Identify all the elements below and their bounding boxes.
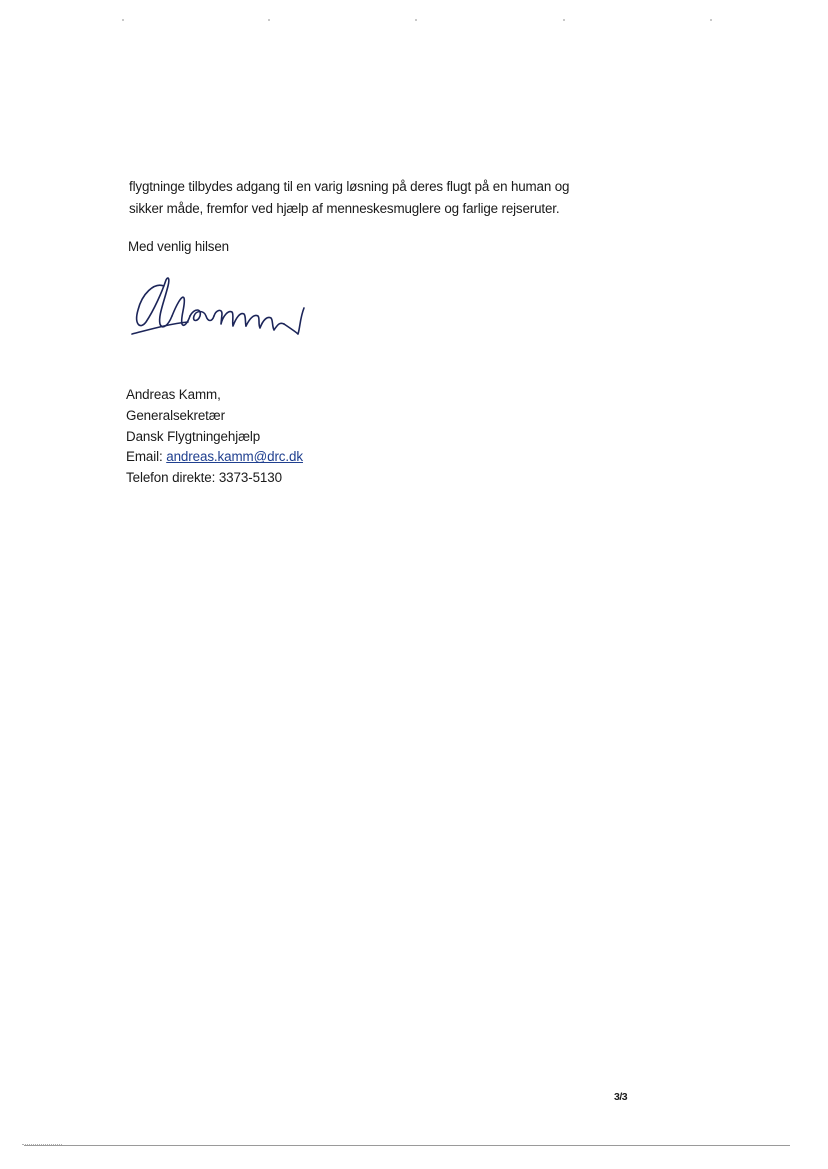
- signatory-title: Generalsekretær: [126, 407, 225, 423]
- scan-speck: [710, 19, 712, 21]
- scan-speck: [122, 19, 124, 21]
- handwritten-signature: [128, 268, 328, 350]
- body-line: sikker måde, fremfor ved hjælp af menneskesmuglere og farlige rejseruter.: [129, 201, 560, 216]
- signatory-name: Andreas Kamm,: [126, 387, 221, 402]
- scan-speck: [415, 19, 417, 21]
- page-number: 3/3: [614, 1091, 628, 1103]
- scan-speck: [268, 19, 270, 21]
- signature-block: [126, 385, 303, 489]
- letter-body: [129, 176, 599, 220]
- signatory-organization: Dansk Flygtningehjælp: [126, 428, 261, 444]
- phone-line: Telefon direkte: 3373-5130: [126, 470, 282, 486]
- body-line: flygtninge tilbydes adgang til en varig løsning på deres flugt på en human og: [129, 179, 570, 194]
- email-line: [126, 447, 303, 468]
- email-link[interactable]: andreas.kamm@drc.dk: [166, 449, 303, 465]
- closing-salutation: Med venlig hilsen: [128, 239, 229, 254]
- footer-divider: [24, 1145, 790, 1146]
- email-label: Email:: [126, 449, 163, 465]
- scan-speck: [563, 19, 565, 21]
